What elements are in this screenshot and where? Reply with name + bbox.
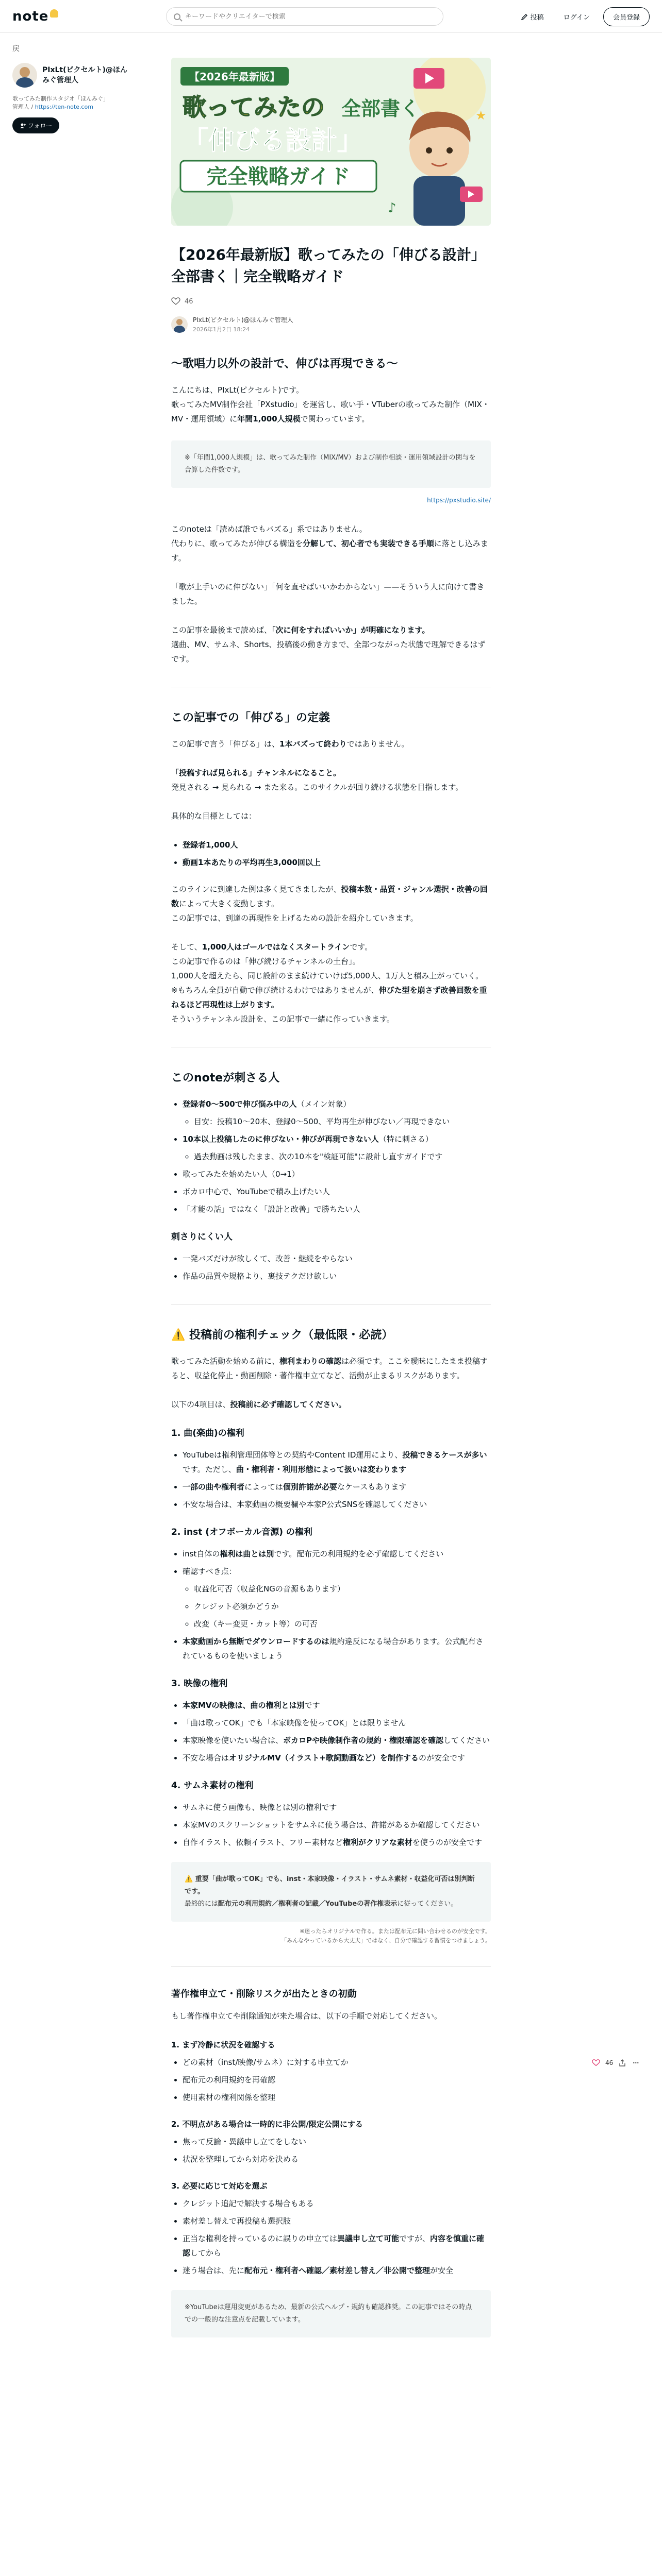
list-item: ◦ 改変（キー変更・カット等）の可否: [194, 1617, 491, 1631]
list-item: • 不安な場合はオリジナルMV（イラスト+歌詞動画など）を制作するのが安全です: [183, 1751, 491, 1765]
more-options-icon[interactable]: ⋯: [633, 2059, 639, 2066]
section-heading: ⚠️ 投稿前の権利チェック（最低限・必読）: [171, 1329, 393, 1342]
heart-icon[interactable]: [592, 2059, 600, 2067]
hero-image: [171, 58, 491, 226]
list-item: • 10本以上投稿したのに伸びない・伸びが再現できない人（特に刺さる） ◦ 過去動画は残したまま、次の10本を"検証可能"に設計し直すガイドです: [183, 1132, 491, 1164]
author-sidebar: [12, 43, 131, 133]
list-item: • 本家MVのスクリーンショットをサムネに使う場合は、許諾があるか確認してください: [183, 1818, 491, 1832]
heart-icon[interactable]: [171, 297, 180, 306]
list-item: ◦ クレジット必須かどうか: [194, 1599, 491, 1614]
hero-illustration: [171, 58, 491, 226]
list-item: • 素材差し替えで再投稿も選択肢: [183, 2214, 491, 2228]
rights-list: [183, 1547, 491, 1663]
float-like-count: 46: [605, 2059, 614, 2066]
paragraph: この記事を最後まで読めば、「次に何をすればいいか」が明確になります。 選曲、MV、サムネ、Shorts、投稿後の動き方まで、全部つながった状態で理解できるはずです。: [171, 625, 486, 664]
list-item: • 一発バズだけが欲しくて、改善・継続をやらない: [183, 1251, 491, 1266]
claim-steps: [171, 2038, 491, 2278]
article-body: [171, 356, 491, 2337]
sidebar-description: [12, 95, 131, 111]
svg-text:★: ★: [475, 108, 487, 123]
list-item: • どの素材（inst/映像/サムネ）に対する申立てか: [183, 2055, 491, 2070]
follow-label: フォロー: [28, 122, 53, 129]
like-row: [171, 297, 491, 306]
rights-list: [183, 1448, 491, 1512]
hero-line3: 完全戦略ガイド: [206, 165, 351, 189]
search-bar[interactable]: [166, 7, 443, 26]
list-item: • 「才能の話」ではなく「設計と改善」で勝ちたい人: [183, 1202, 491, 1216]
list-item: • 動画1本あたりの平均再生3,000回以上: [183, 855, 491, 870]
list-item: • 歌ってみたを始めたい人（0→1）: [183, 1167, 491, 1181]
note-box: ※「年間1,000人規模」は、歌ってみた制作（MIX/MV）および制作相談・運用領域設計の関与を合算した件数です。: [171, 440, 491, 488]
article-title: 【2026年最新版】歌ってみたの「伸びる設計」全部書く｜完全戦略ガイド: [171, 246, 486, 285]
paragraph: この記事で言う「伸びる」は、1本バズって終わりではありません。: [171, 739, 409, 749]
list-item: • 本家動画から無断でダウンロードするのは規約違反になる場合があります。公式配布されているものを使いましょう: [183, 1634, 491, 1663]
hero-line1: 歌ってみたの: [183, 93, 325, 121]
rights-list: [183, 1698, 491, 1765]
post-label: 投稿: [530, 14, 544, 22]
signup-button[interactable]: 会員登録: [603, 7, 650, 26]
subheading: 著作権申立て・削除リスクが出たときの初動: [171, 1989, 357, 1999]
divider: [171, 1966, 491, 1967]
follow-button[interactable]: [12, 117, 59, 133]
subheading: 4. サムネ素材の権利: [171, 1781, 254, 1791]
embed-link[interactable]: https://pxstudio.site/: [427, 497, 491, 504]
author-name[interactable]: PIxLt(ピクセルト)@ほんみぐ管理人: [193, 316, 293, 324]
paragraph: 具体的な目標としては：: [171, 811, 257, 821]
list-item: ◦ 収益化可否（収益化NGの音源もあります）: [194, 1582, 491, 1596]
list-item: • 自作イラスト、依頼イラスト、フリー素材など権利がクリアな素材を使うのが安全です: [183, 1835, 491, 1850]
desc-line: 歌ってみた制作スタジオ「ほんみぐ」: [12, 95, 109, 102]
note-box: ※YouTubeは運用変更があるため、最新の公式ヘルプ・規約も確認推奨。この記事ではその時点での一般的な注意点を記載しています。: [171, 2290, 491, 2337]
hero-line1b: 全部書く: [341, 97, 420, 120]
list-item: • ボカロ中心で、YouTubeで積み上げたい人: [183, 1184, 491, 1199]
list-item: • YouTubeは権利管理団体等との契約やContent ID運用により、投稿できるケースが多いです。ただし、曲・権利者・利用形態によって扱いは変わります: [183, 1448, 491, 1477]
subheading: 刺さりにくい人: [171, 1232, 233, 1242]
paragraph: 以下の4項目は、投稿前に必ず確認してください。: [171, 1400, 346, 1409]
step-title: 3. 必要に応じて対応を選ぶ: [171, 2181, 268, 2191]
not-target-list: [183, 1251, 491, 1283]
logo-hat-icon: [50, 9, 58, 18]
paragraph: 歌ってみた活動を始める前に、権利まわりの確認は必須です。ここを曖昧にしたまま投稿すると、収益化停止・動画削除・著作権申立てなど、活動が止まるリスクがあります。: [171, 1357, 488, 1380]
login-button[interactable]: ログイン: [563, 14, 590, 22]
like-count: 46: [185, 297, 193, 306]
section-heading: 〜歌唱力以外の設計で、伸びは再現できる〜: [171, 358, 398, 370]
paragraph: こんにちは、PIxLt(ピクセルト)です。 歌ってみたMV制作会社「PXstudio」を運営し、歌い手・VTuberの歌ってみた制作（MIX・MV・運用領域）に年間1,000人規模で関わっています。: [171, 385, 490, 423]
sidebar-author-name[interactable]: PIxLt(ピクセルト)@ほんみぐ管理人: [42, 66, 127, 84]
list-item: • 作品の品質や規格より、裏技テクだけ欲しい: [183, 1269, 491, 1283]
sidebar-profile[interactable]: [12, 63, 131, 88]
list-item: • 不安な場合は、本家動画の概要欄や本家P公式SNSを確認してください: [183, 1497, 491, 1512]
author-row[interactable]: [171, 315, 491, 333]
floating-actions: [592, 2059, 640, 2067]
small-note: ※迷ったらオリジナルで作る。または配布元に問い合わせるのが安全です。 「みんなやっているから大丈夫」ではなく、自分で確認する習慣をつけましょう。: [281, 1928, 491, 1944]
list-item: • クレジット追記で解決する場合もある: [183, 2196, 491, 2211]
post-button[interactable]: [515, 8, 550, 26]
hero-line2: 「伸びる設計」: [183, 126, 363, 156]
list-item: • 一部の曲や権利者によっては個別許諾が必要なケースもあります: [183, 1480, 491, 1494]
list-item: • 正当な権利を持っているのに誤りの申立ては異議申し立て可能ですが、内容を慎重に確認してから: [183, 2231, 491, 2260]
list-item: ◦ 過去動画は残したまま、次の10本を"検証可能"に設計し直すガイドです: [194, 1149, 491, 1164]
list-item: • 状況を整理してから対応を決める: [183, 2152, 491, 2166]
back-link[interactable]: 戻: [12, 45, 20, 53]
list-item: • 使用素材の権利関係を整理: [183, 2090, 491, 2105]
list-item: • 迷う場合は、先に配布元・権利者へ確認／素材差し替え／非公開で整理が安全: [183, 2263, 491, 2278]
svg-text:♪: ♪: [388, 200, 396, 216]
section-heading: この記事での「伸びる」の定義: [171, 711, 330, 724]
paragraph: そして、1,000人はゴールではなくスタートラインです。 この記事で作るのは「伸び続けるチャンネルの土台」。 1,000人を超えたら、同じ設計のまま続けていけば5,000人、1万人と積み上がっていく。 ※もちろん全員が自動で伸び続けるわけではありませんが、伸びた型を崩さず改善回数を重ねるほど再現性は上がります。 そういうチャンネル設計を、この記事で一緒に作っていきます。: [171, 942, 487, 1024]
paragraph: 「歌が上手いのに伸びない」「何を直せばいいかわからない」——そういう人に向けて書きました。: [171, 582, 485, 606]
subheading: 1. 曲(楽曲)の権利: [171, 1428, 244, 1438]
site-header: [0, 0, 662, 33]
goal-list: [183, 838, 491, 870]
rights-list: [183, 1800, 491, 1850]
paragraph: このラインに到達した例は多く見てきましたが、投稿本数・品質・ジャンル選択・改善の回数によって大きく変動します。 この記事では、到達の再現性を上げるための設計を紹介していきます。: [171, 885, 488, 923]
avatar[interactable]: [12, 63, 37, 88]
warning-box: ⚠️ 重要「曲が歌ってOK」でも、inst・本家映像・イラスト・サムネ素材・収益化可否は別判断です。 最終的には配布元の利用規約／権利者の記載／YouTubeの著作権表示に従ってください。: [171, 1862, 491, 1922]
add-user-icon: [20, 123, 26, 129]
avatar[interactable]: [171, 316, 188, 333]
search-input[interactable]: [185, 13, 433, 21]
list-item: • 焦って反論・異議申し立てをしない: [183, 2134, 491, 2149]
paragraph: もし著作権申立てや削除通知が来た場合は、以下の手順で対応してください。: [171, 2011, 442, 2021]
subheading: 2. inst (オフボーカル音源) の権利: [171, 1527, 312, 1537]
list-item: ◦ 目安：投稿10〜20本、登録0〜500、平均再生が伸びない／再現できない: [194, 1114, 491, 1129]
list-item: • 配布元の利用規約を再確認: [183, 2073, 491, 2087]
article-main: [171, 58, 491, 2343]
profile-link[interactable]: https://ten-note.com: [35, 104, 93, 110]
desc-line: 管理人 /: [12, 104, 35, 110]
list-item: • サムネに使う画像も、映像とは別の権利です: [183, 1800, 491, 1815]
list-item: • 登録者1,000人: [183, 838, 491, 852]
list-item: • inst自体の権利は曲とは別です。配布元の利用規約を必ず確認してください: [183, 1547, 491, 1561]
share-icon[interactable]: [618, 2059, 626, 2067]
pencil-icon: [521, 13, 528, 21]
step-title: 2. 不明点がある場合は一時的に非公開/限定公開にする: [171, 2120, 363, 2129]
search-icon: [174, 13, 180, 20]
publish-date: 2026年1月2日 18:24: [193, 326, 250, 333]
list-item: • 本家映像を使いたい場合は、ボカロPや映像制作者の規約・権限確認を確認してください: [183, 1733, 491, 1748]
paragraph: 「投稿すれば見られる」チャンネルになること。 発見される → 見られる → また来る。このサイクルが回り続ける状態を目指します。: [171, 768, 464, 792]
list-item: • 本家MVの映像は、曲の権利とは別です: [183, 1698, 491, 1713]
list-item: • 確認すべき点： ◦ 収益化可否（収益化NGの音源もあります） ◦ クレジット必須かどうか ◦ 改変（キー変更・カット等）の可否: [183, 1564, 491, 1631]
list-item: • 登録者0〜500で伸び悩み中の人（メイン対象） ◦ 目安：投稿10〜20本、登録0〜500、平均再生が伸びない／再現できない: [183, 1097, 491, 1129]
section-heading: このnoteが刺さる人: [171, 1072, 280, 1084]
paragraph: このnoteは「読めば誰でもバズる」系ではありません。 代わりに、歌ってみたが伸びる構造を分解して、初心者でも実装できる手順に落とし込みます。: [171, 524, 488, 563]
hero-badge: 【2026年最新版】: [189, 71, 280, 83]
note-logo[interactable]: note: [12, 9, 58, 24]
target-list: [183, 1097, 491, 1216]
subheading: 3. 映像の権利: [171, 1679, 228, 1689]
step-title: 1. まず冷静に状況を確認する: [171, 2040, 275, 2049]
list-item: • 「曲は歌ってOK」でも「本家映像を使ってOK」とは限りません: [183, 1716, 491, 1730]
